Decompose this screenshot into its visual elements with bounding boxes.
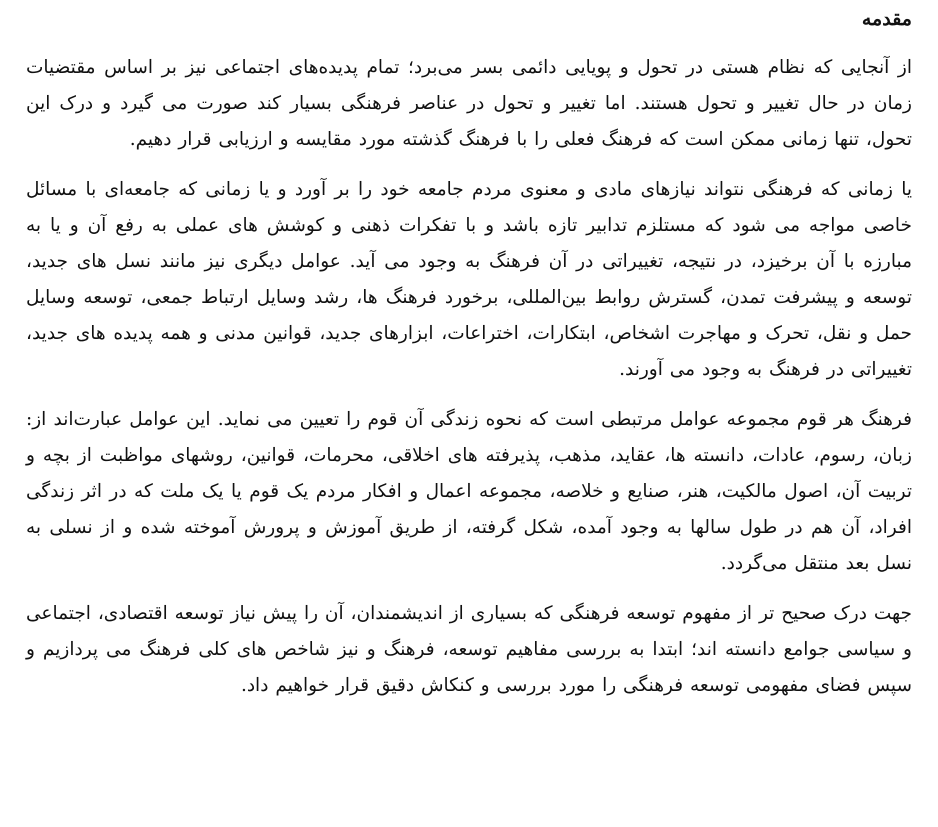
paragraph-1: از آنجایی که نظام هستی در تحول و پویایی دائمی بسر می‌برد؛ تمام پدیده‌های اجتماعی نیز بر اساس مقتضیات زمان در حال تغییر و تحول هستند. اما تغییر و تحول در عناصر فرهنگی بسیار کند صورت می گیرد و درک این تحول، تنها زمانی ممکن است که فرهنگ فعلی را با فرهنگ گذشته مورد مقایسه و ارزیابی قرار دهیم. [26,57,912,150]
paragraph-2: یا زمانی که فرهنگی نتواند نیازهای مادی و معنوی مردم جامعه خود را بر آورد و یا زمانی که جامعه‌ای با مسائل خاصی مواجه می شود که مستلزم تدابیر تازه باشد و با تفکرات ذهنی و کوشش های عملی به رفع آن و یا به مبارزه با آن برخیزد، در نتیجه، تغییراتی در آن فرهنگ به وجود می آید. عوامل دیگری نیز مانند نسل های جدید، توسعه و پیشرفت تمدن، گسترش روابط بین‌المللی، برخورد فرهنگ ها، رشد وسایل ارتباط جمعی، توسعه وسایل حمل و نقل، تحرک و مهاجرت اشخاص، ابتکارات، اختراعات، ابزارهای جدید، قوانین مدنی و همه پدیده های جدید، تغییراتی در فرهنگ به وجود می آورند. [26,179,912,380]
paragraph-4: جهت درک صحیح تر از مفهوم توسعه فرهنگی که بسیاری از اندیشمندان، آن را پیش نیاز توسعه اقتصادی، اجتماعی و سیاسی جوامع دانسته اند؛ ابتدا به بررسی مفاهیم توسعه، فرهنگ و نیز شاخص های کلی فرهنگ می پردازیم و سپس فضای مفهومی توسعه فرهنگی را مورد بررسی و کنکاش دقیق قرار خواهیم داد. [26,603,912,696]
paragraph-3: فرهنگ هر قوم مجموعه عوامل مرتبطی است که نحوه زندگی آن قوم را تعیین می نماید. این عوامل عبارت‌اند از: زبان، رسوم، عادات، دانسته ها، عقاید، مذهب، پذیرفته های اخلاقی، محرمات، قوانین، روشهای مواظبت از بچه و تربیت آن، اصول مالکیت، هنر، صنایع و خلاصه، مجموعه اعمال و افکار مردم یک قوم یا یک ملت که در اثر زندگی افراد، آن هم در طول سالها به وجود آمده، شکل گرفته، از طریق آموزش و پرورش آموخته شده و از نسلی به نسل بعد منتقل می‌گردد. [26,409,912,574]
section-heading: مقدمه [861,8,912,30]
